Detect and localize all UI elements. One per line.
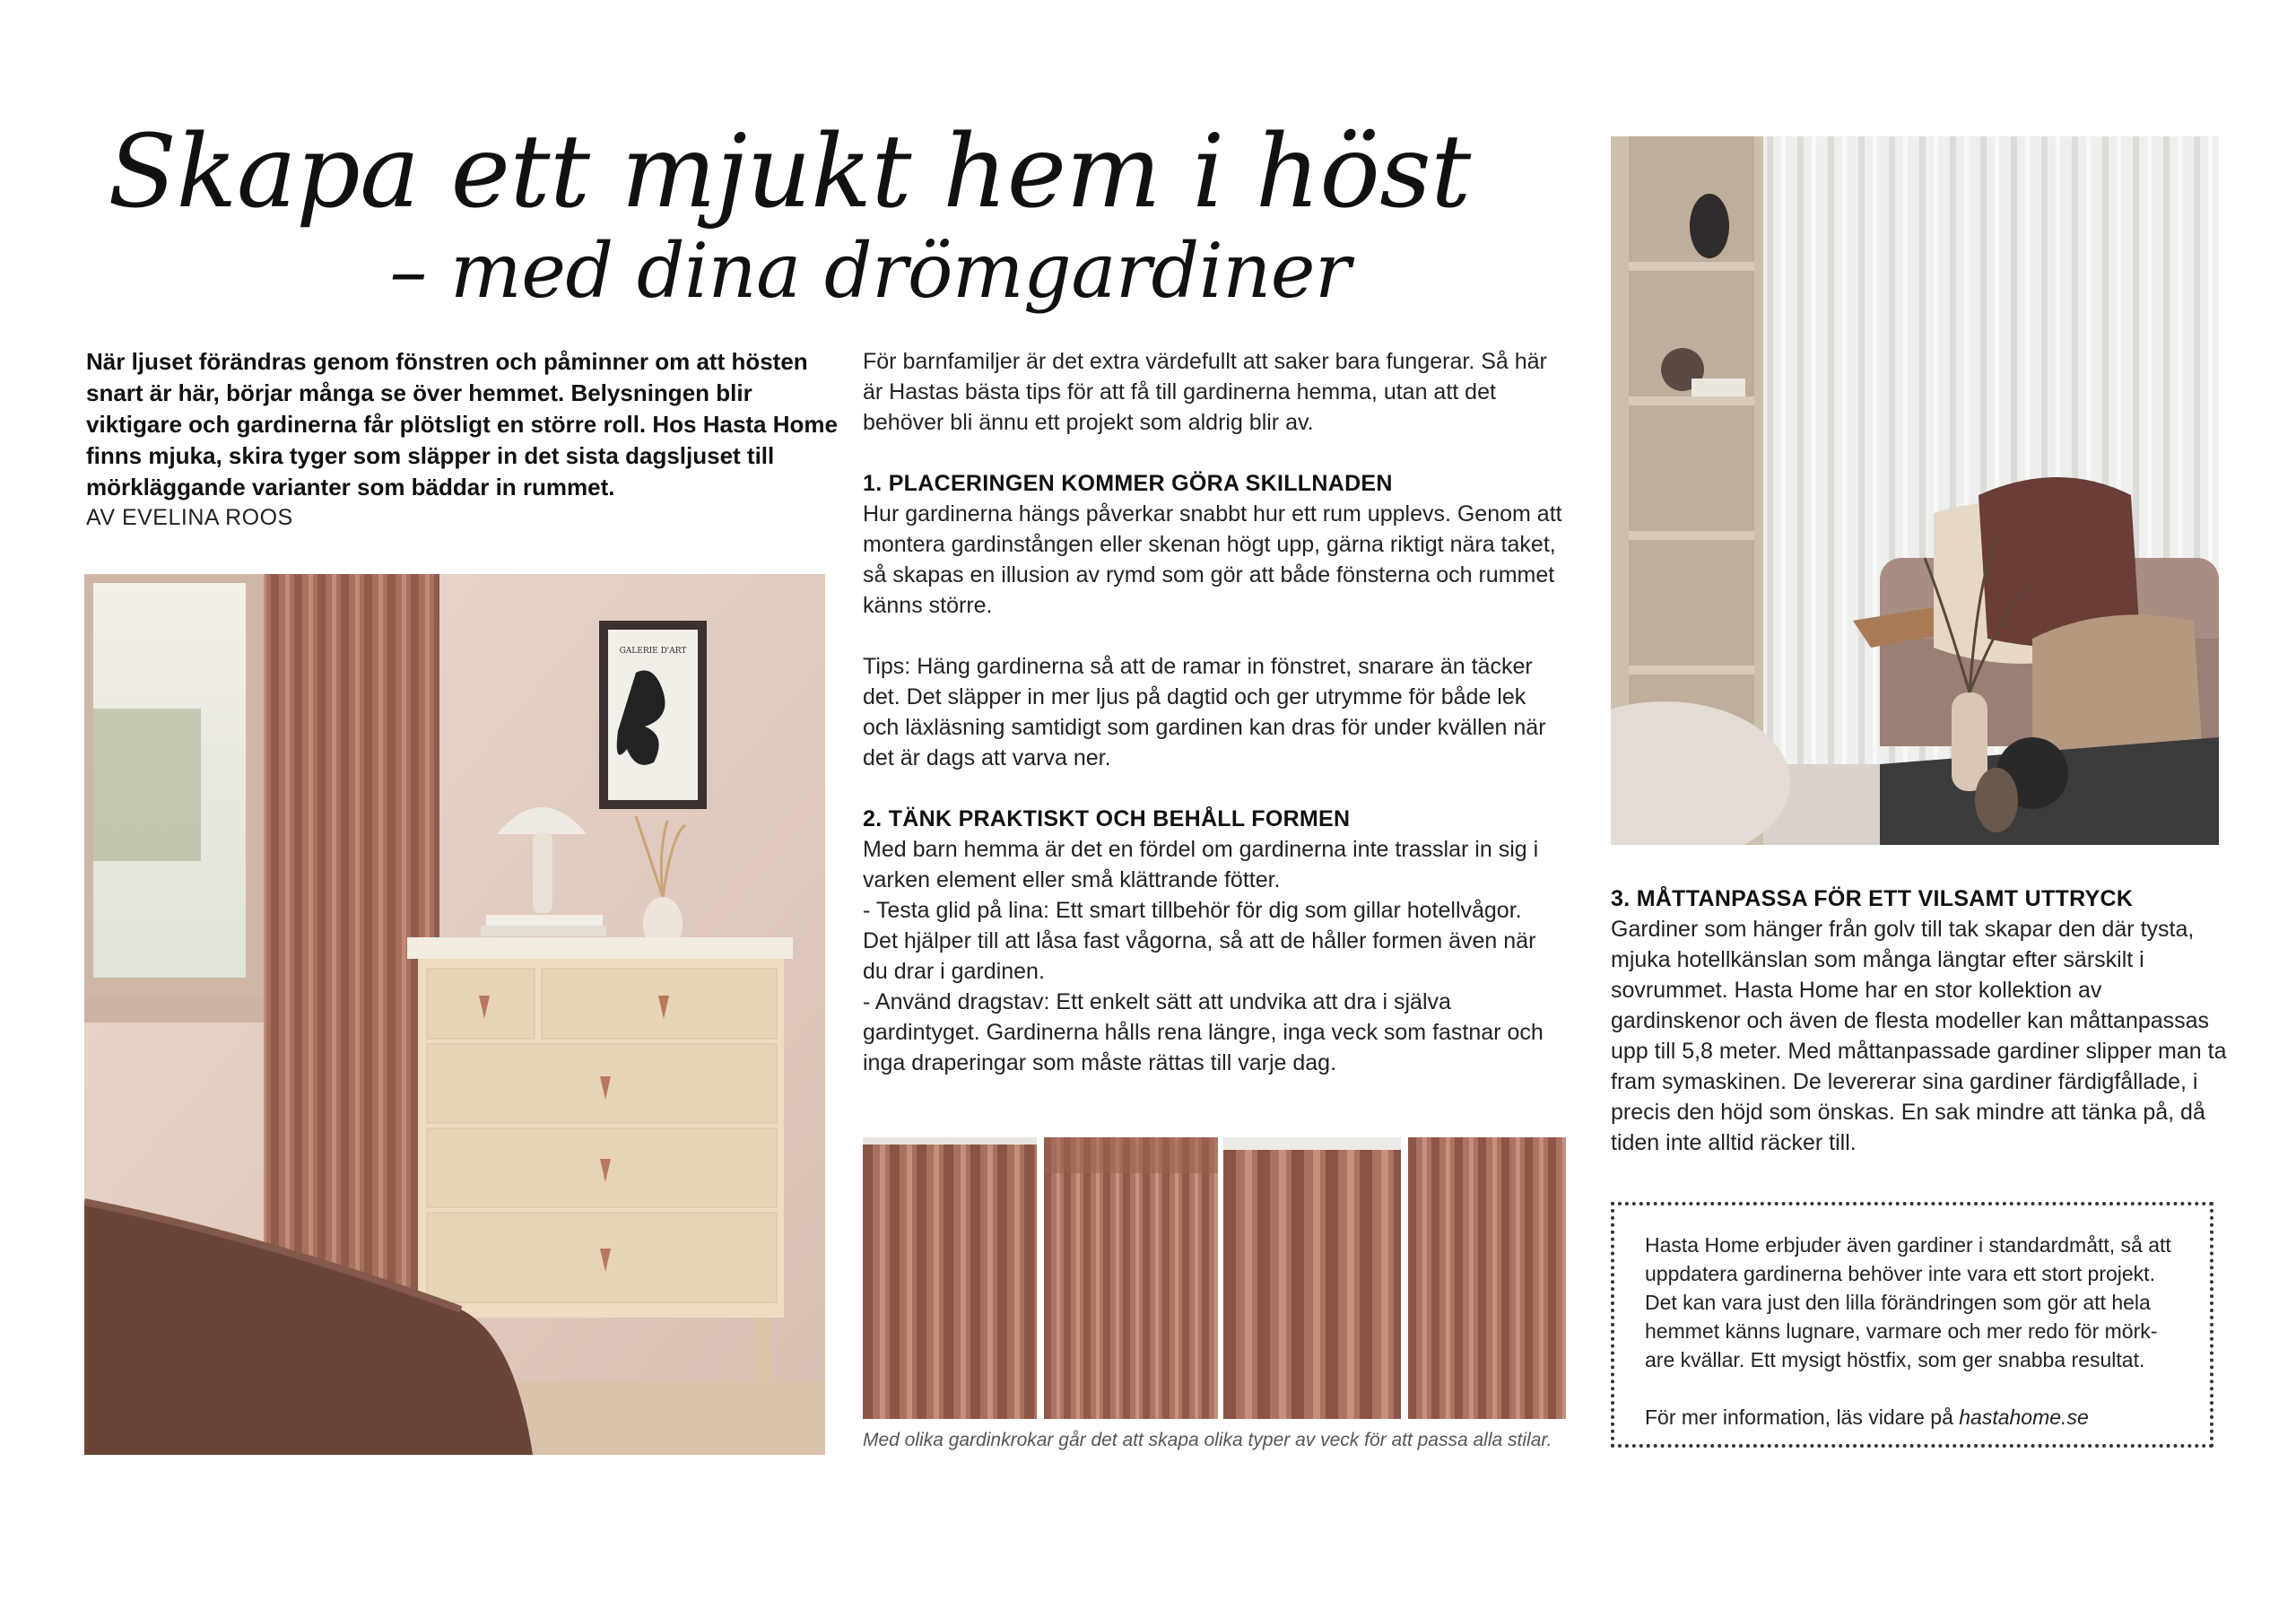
- bedroom-dresser-photo: [84, 574, 825, 1455]
- article-column-3: [1611, 883, 2230, 1158]
- hastahome-link[interactable]: hastahome.se: [1959, 1405, 2089, 1429]
- curtain-sample-photo-4: [1408, 1137, 1566, 1419]
- info-box-text: Hasta Home erbjuder även gardiner i standardmått, så att uppdatera gardinerna behöver inte vara ett stort projekt. Det kan vara just den lilla förändringen som gör att hela hemmet känns lugnare, varmare och mer redo för mörk-are kvällar. Ett mysigt höstfix, som ger snabba resultat.: [1645, 1233, 2171, 1371]
- section-1-heading: 1. PLACERINGEN KOMMER GÖRA SKILLNADEN: [863, 471, 1393, 496]
- intro-paragraph: För barnfamiljer är det extra värdefullt att saker bara fungerar. Så här är Hastas bästa tips för att få till gardinerna hemma, utan att det behöver bli ännu ett projekt som aldrig blir av.: [863, 349, 1547, 435]
- info-box: [1611, 1202, 2213, 1448]
- curtain-sample-photo-2: [1044, 1137, 1218, 1419]
- byline: AV EVELINA ROOS: [86, 505, 293, 530]
- info-box-more-prefix: För mer information, läs vidare på: [1645, 1405, 1960, 1429]
- curtain-sample-photo-3: [1223, 1137, 1401, 1419]
- section-1-body: Hur gardinerna hängs påverkar snabbt hur ett rum upplevs. Genom att montera gardinstången eller skenan högt upp, gärna riktigt nära taket, så skapas en illusion av rymd som gör att både fönsterna och rummet känns större.: [863, 501, 1562, 618]
- info-box-more: [1645, 1403, 2179, 1432]
- section-1-tips: Tips: Häng gardinerna så att de ramar in fönstret, snarare än täcker det. Det släpper in mer ljus på dagtid och ger utrymme för både lek och läxläsning samtidigt som gardinen kan dras för under kvällen när det är dags att varva ner.: [863, 654, 1546, 770]
- article-column-2: [863, 346, 1562, 1078]
- section-3-body: Gardiner som hänger från golv till tak skapar den där tysta, mjuka hotellkänslan som många längtar efter särskilt i sovrummet. Hasta Home har en stor kollektion av gardinskenor och även de flesta modeller kan måttanpassas upp till 5,8 meter. Med måttanpassade gardiner slipper man ta fram symaskinen. De levererar sina gardiner färdigfållade, i precis den höjd som önskas. En sak mindre att tänka på, då tiden inte alltid räcker till.: [1611, 917, 2227, 1155]
- curtain-sample-photo-1: [863, 1137, 1037, 1419]
- section-2-body: Med barn hemma är det en fördel om gardinerna inte trasslar in sig i varken element eller små klättrande fötter.: [863, 837, 1539, 892]
- section-2-item-1: - Testa glid på lina: Ett smart tillbehör för dig som gillar hotellvågor. Det hjälper till att låsa fast vågorna, så att de håller formen även när du drar i gardinen.: [863, 898, 1536, 984]
- section-3-heading: 3. MÅTTANPASSA FÖR ETT VILSAMT UTTRYCK: [1611, 886, 2134, 911]
- headline-line-1: Skapa ett mjukt hem i höst: [108, 114, 1471, 231]
- poster-text: GALERIE D'ART: [619, 647, 687, 656]
- section-2-heading: 2. TÄNK PRAKTISKT OCH BEHÅLL FORMEN: [863, 806, 1351, 831]
- livingroom-sofa-photo: [1611, 136, 2219, 845]
- section-2-item-2: - Använd dragstav: Ett enkelt sätt att undvika att dra i själva gardintyget. Gardinerna hålls rena längre, inga veck som fastnar och inga draperingar som måste rättas till varje dag.: [863, 989, 1544, 1075]
- image-caption: Med olika gardinkrokar går det att skapa olika typer av veck för att passa alla stilar.: [863, 1430, 1552, 1450]
- headline: [81, 114, 1623, 316]
- headline-line-2: – med dina drömgardiner: [389, 227, 1351, 315]
- ingress-text: När ljuset förändras genom fönstren och påminner om att hösten snart är här, börjar många se över hemmet. Belysningen blir viktigare och gardinerna får plötsligt en större roll. Hos Hasta Home finns mjuka, skira tyger som släpper in det sista dagsljuset till mörkläggande varianter som bäddar in rummet.: [86, 348, 838, 500]
